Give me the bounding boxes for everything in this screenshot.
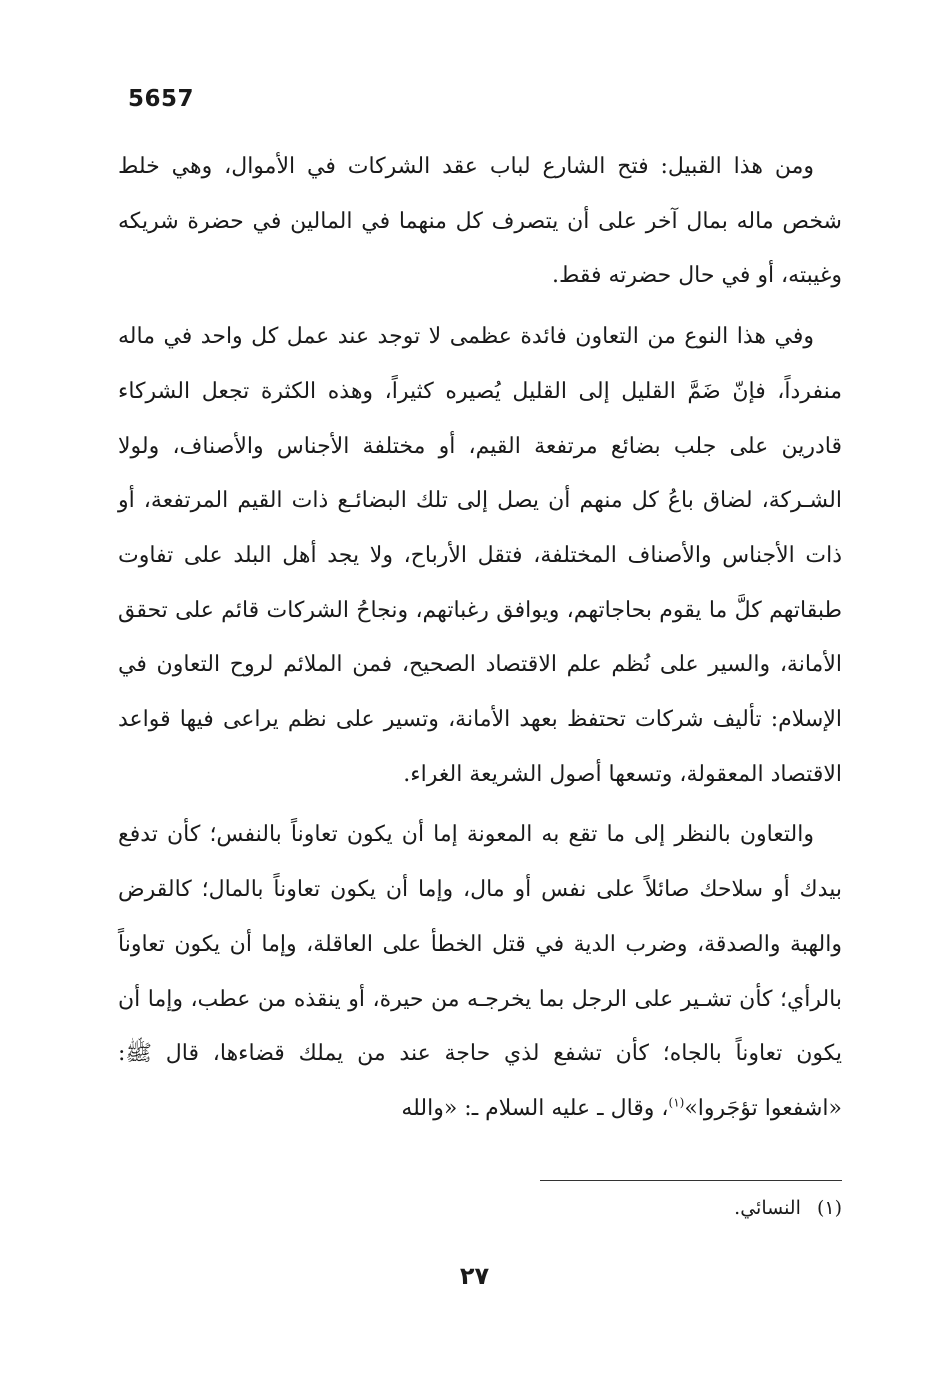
paragraph-3-tail: ، وقال ـ عليه السلام ـ: «والله	[401, 1095, 669, 1121]
footnote-divider	[540, 1180, 842, 1181]
paragraph-2: وفي هذا النوع من التعاون فائدة عظمى لا توجد عند عمل كل واحد في ماله منفرداً، فإنّ ضَمَّ القليل إلى القليل يُصيره كثيراً، وهذه الكثرة تجعل الشركاء قادرين على جلب بضائع مرتفعة القيم، أو مختلفة الأجناس والأصناف، ولولا الشـركة، لضاق باعُ كل منهم أن يصل إلى تلك البضائـع ذات القيم المرتفعة، أو ذات الأجناس والأصناف المختلفة، فتقل الأرباح، ولا يجد أهل البلد على تفاوت طبقاتهم كلَّ ما يقوم بحاجاتهم، ويوافق رغباتهم، ونجاحُ الشركات قائم على تحقق الأمانة، والسير على نُظم علم الاقتصاد الصحيح، فمن الملائم لروح التعاون في الإسلام: تأليف شركات تحتفظ بعهد الأمانة، وتسير على نظم يراعى فيها قواعد الاقتصاد المعقولة، وتسعها أصول الشريعة الغراء.	[118, 324, 842, 787]
paragraph-1: ومن هذا القبيل: فتح الشارع لباب عقد الشركات في الأموال، وهي خلط شخص ماله بمال آخر على أن يتصرف كل منهما في المالين في حضرة شريكه وغيبته، أو في حال حضرته فقط.	[118, 154, 842, 289]
paragraph-3-text: والتعاون بالنظر إلى ما تقع به المعونة إما أن يكون تعاوناً بالنفس؛ كأن تدفع بيدك أو سلاحك صائلاً على نفس أو مال، وإما أن يكون تعاوناً بالمال؛ كالقرض والهبة والصدقة، وضرب الدية في قتل الخطأ على العاقلة، وإما أن يكون تعاوناً بالرأي؛ كأن تشـير على الرجل بما يخرجـه من حيرة، أو ينقذه من عطب، وإما أن يكون تعاوناً بالجاه؛ كأن تشفع لذي حاجة عند من يملك قضاءها، قال ﷺ: «اشفعوا تؤجَروا»	[118, 822, 842, 1121]
page-id: 5657	[128, 86, 195, 112]
footnote	[734, 1197, 842, 1219]
page-number: ٢٧	[459, 1262, 490, 1290]
body-text	[118, 140, 842, 1143]
footnote-reference[interactable]: (١)	[668, 1095, 685, 1110]
paragraph-3	[118, 808, 842, 1136]
footnote-number: (١)	[816, 1197, 842, 1219]
footnote-text: النسائي.	[734, 1197, 801, 1219]
